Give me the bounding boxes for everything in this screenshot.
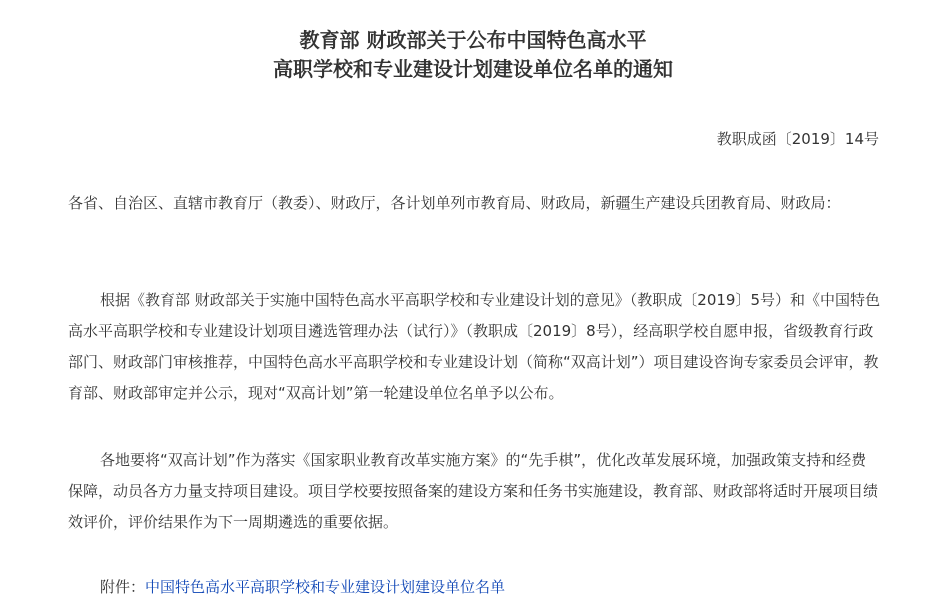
document-number: 教职成函〔2019〕14号	[716, 130, 879, 148]
body-paragraph-1: 根据《教育部 财政部关于实施中国特色高水平高职学校和专业建设计划的意见》（教职成〔2019〕5号）和《中国特色高水平高职学校和专业建设计划项目遴选管理办法（试行）》（教职成〔2019〕8号），经高职学校自愿申报，省级教育行政部门、财政部门审核推荐，中国特色高水平高职学校和专业建设计划（简称“双高计划”）项目建设咨询专家委员会评审，教育部、财政部审定并公示，现对“双高计划”第一轮建设单位名单予以公布。	[68, 291, 880, 402]
body-paragraph-2: 各地要将“双高计划”作为落实《国家职业教育改革实施方案》的“先手棋”，优化改革发展环境，加强政策支持和经费保障，动员各方力量支持项目建设。项目学校要按照备案的建设方案和任务书实施建设，教育部、财政部将适时开展项目绩效评价，评价结果作为下一周期遴选的重要依据。	[68, 451, 879, 531]
document-title-line-2: 高职学校和专业建设计划建设单位名单的通知	[273, 57, 673, 81]
salutation-paragraph: 各省、自治区、直辖市教育厅（教委）、财政厅，各计划单列市教育局、财政局，新疆生产建设兵团教育局、财政局：	[68, 194, 841, 212]
attachment-row	[100, 572, 505, 603]
document-title-line-1: 教育部 财政部关于公布中国特色高水平	[299, 28, 647, 52]
attachment-label: 附件：	[100, 578, 146, 596]
attachment-link[interactable]: 中国特色高水平高职学校和专业建设计划建设单位名单	[145, 578, 506, 596]
